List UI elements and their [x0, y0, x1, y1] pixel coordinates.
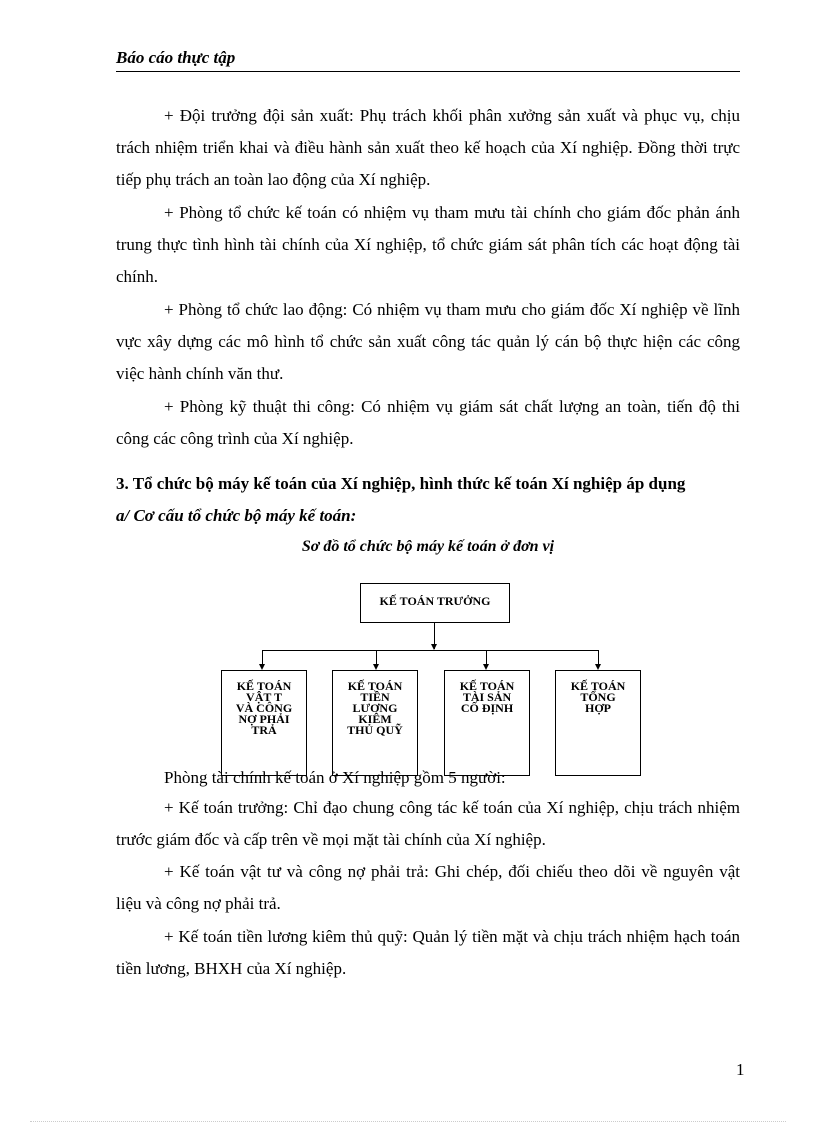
paragraph-doi-truong [116, 100, 740, 196]
paragraph-text: + Phòng kỹ thuật thi công: Có nhiệm vụ giám sát chất lượng an toàn, tiến độ thi công các công trình của Xí nghiệp. [116, 397, 740, 448]
paragraph-text: + Kế toán vật tư và công nợ phải trả: Ghi chép, đối chiếu theo dõi về nguyên vật liệu và công nợ phải trả. [116, 862, 740, 913]
org-chart-title: Sơ đồ tổ chức bộ máy kế toán ở đơn vị [301, 538, 555, 555]
org-box-tong-hop: KẾ TOÁN TỔNG HỢP [555, 670, 641, 776]
paragraph-text: + Đội trưởng đội sản xuất: Phụ trách khối phân xưởng sản xuất và phục vụ, chịu trách nhiệm triển khai và điều hành sản xuất theo kế hoạch của Xí nghiệp. Đồng thời trực tiếp phụ trách an toàn lao động của Xí nghiệp. [116, 106, 740, 189]
page-header-title: Báo cáo thực tập [116, 48, 740, 72]
paragraph-ke-toan-tien-luong [116, 921, 740, 985]
footer-divider [30, 1121, 786, 1122]
section-heading: 3. Tổ chức bộ máy kế toán của Xí nghiệp, hình thức kế toán Xí nghiệp áp dụng [116, 474, 686, 493]
paragraph-phong-ky-thuat [116, 391, 740, 455]
paragraph-ke-toan-vat-tu [116, 856, 740, 920]
paragraph-phong-lao-dong [116, 294, 740, 390]
paragraph-text: + Kế toán tiền lương kiêm thủ quỹ: Quản lý tiền mặt và chịu trách nhiệm hạch toán tiền lương, BHXH của Xí nghiệp. [116, 927, 740, 978]
paragraph-text: + Kế toán trưởng: Chỉ đạo chung công tác kế toán của Xí nghiệp, chịu trách nhiệm trước giám đốc và cấp trên về mọi mặt tài chính của Xí nghiệp. [116, 798, 740, 849]
paragraph-phong-tai-chinh [116, 762, 740, 794]
paragraph-text: + Phòng tổ chức lao động: Có nhiệm vụ tham mưu cho giám đốc Xí nghiệp về lĩnh vực xây dựng các mô hình tổ chức sản xuất công tác quản lý cán bộ thực hiện các công việc hành chính văn thư. [116, 300, 740, 383]
paragraph-ke-toan-truong [116, 792, 740, 856]
section-subheading: a/ Cơ cấu tổ chức bộ máy kế toán: [116, 506, 357, 525]
paragraph-phong-ke-toan [116, 197, 740, 293]
paragraph-text: + Phòng tổ chức kế toán có nhiệm vụ tham mưu tài chính cho giám đốc phản ánh trung thực tình hình tài chính của Xí nghiệp, tổ chức giám sát phân tích các hoạt động tài chính. [116, 203, 740, 286]
org-box-tien-luong: KẾ TOÁN TIỀN LƯƠNG KIÊM THỦ QUỸ [332, 670, 418, 776]
page-number: 1 [736, 1060, 745, 1079]
connector-horizontal [262, 650, 598, 651]
org-box-vat-tu-cong-no: KẾ TOÁN VẬT T VÀ CÔNG NỢ PHẢI TRẢ [221, 670, 307, 776]
org-box-ke-toan-truong: KẾ TOÁN TRƯỞNG [360, 583, 510, 623]
paragraph-text: Phòng tài chính kế toán ở Xí nghiệp gồm 5 người: [164, 768, 506, 787]
org-box-tai-san-co-dinh: KẾ TOÁN TÀI SẢN CỐ ĐỊNH [444, 670, 530, 776]
